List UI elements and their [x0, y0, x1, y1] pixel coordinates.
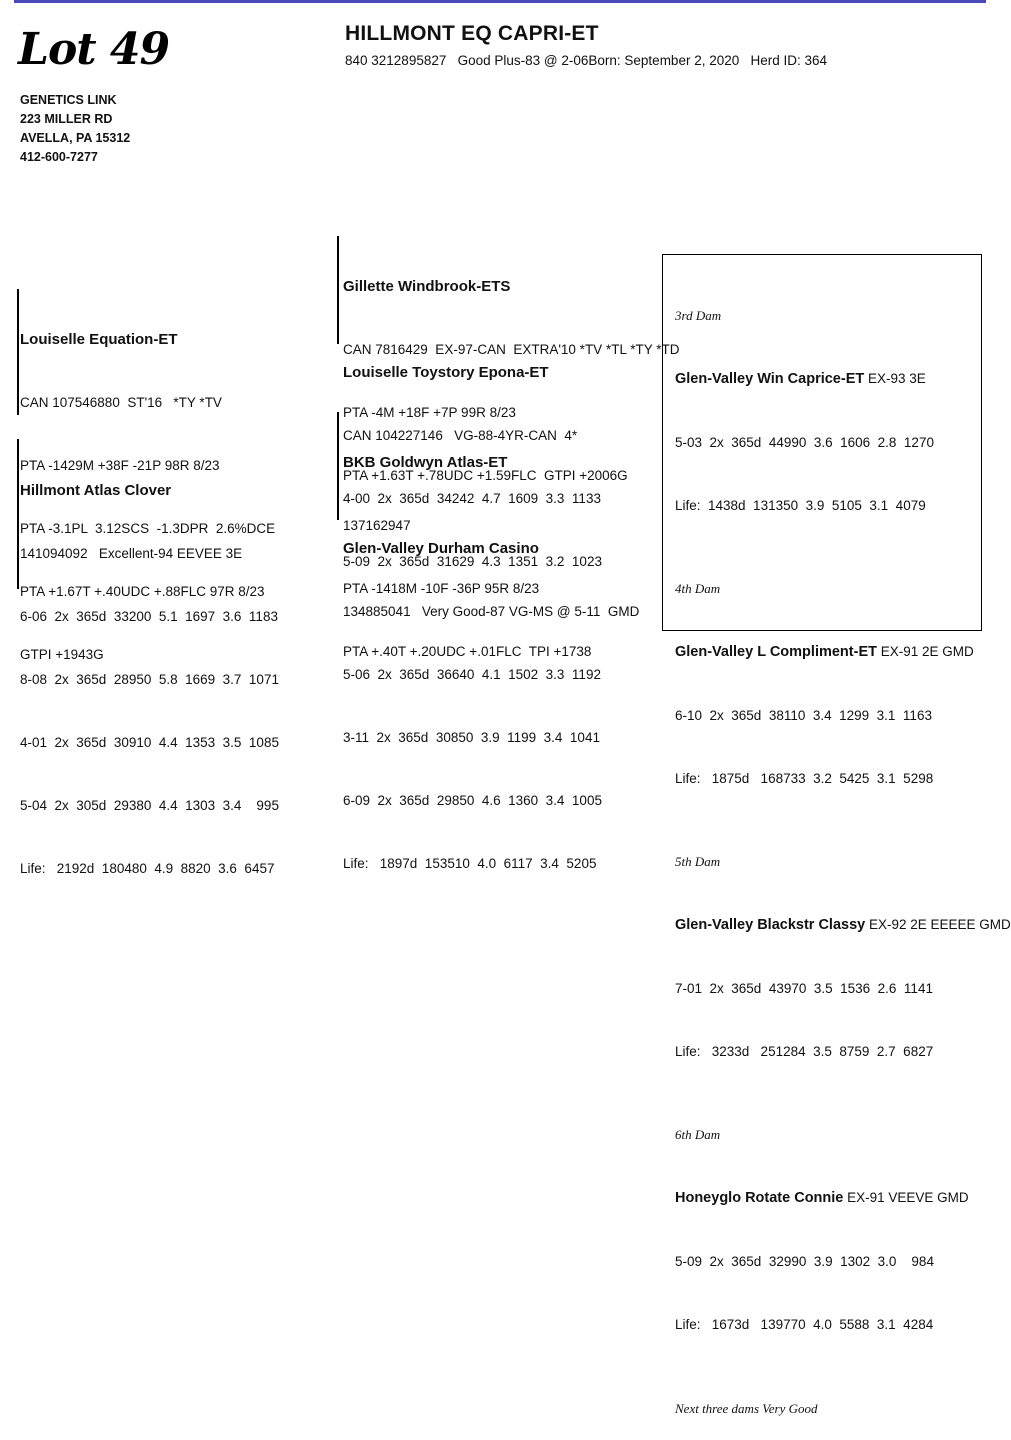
sire-line: CAN 107546880 ST'16 *TY *TV: [20, 395, 222, 410]
dam-generation-label: 5th Dam: [675, 854, 721, 869]
dam-sire-name: BKB Goldwyn Atlas-ET: [343, 454, 508, 471]
dam-line: 8-08 2x 365d 28950 5.8 1669 3.7 1071: [20, 672, 279, 687]
dam-line: 6-06 2x 365d 33200 5.1 1697 3.6 1183: [20, 609, 278, 624]
sire-line: PTA -3.1PL 3.12SCS -1.3DPR 2.6%DCE: [20, 521, 276, 536]
dam-dam-name: Glen-Valley Durham Casino: [343, 540, 539, 557]
dam-dam-line: Life: 1897d 153510 4.0 6117 3.4 5205: [343, 856, 597, 871]
consignor-name: GENETICS LINK: [20, 93, 117, 107]
dam-generation-name: [675, 1187, 981, 1209]
dam-sire-bracket: [337, 412, 339, 520]
dam-dam-line: 134885041 Very Good-87 VG-MS @ 5-11 GMD: [343, 604, 640, 619]
dam-name-text: Glen-Valley Blackstr Classy: [675, 917, 866, 933]
sire-line: PTA +1.67T +.40UDC +.88FLC 97R 8/23: [20, 584, 265, 599]
dam-dam-block: [343, 496, 639, 895]
dam-line: 4-01 2x 365d 30910 4.4 1353 3.5 1085: [20, 735, 279, 750]
dam-generation-name: [675, 368, 981, 390]
dam-record: Life: 3233d 251284 3.5 8759 2.7 6827: [675, 1044, 934, 1059]
dam-generation-label: 4th Dam: [675, 581, 721, 596]
sire-line: PTA -1429M +38F -21P 98R 8/23: [20, 458, 220, 473]
sire-bracket: [17, 289, 19, 415]
dam-sire-line: PTA -1418M -10F -36P 95R 8/23: [343, 581, 540, 596]
sire-dam-name: Louiselle Toystory Epona-ET: [343, 364, 549, 381]
dam-record: 6-10 2x 365d 38110 3.4 1299 3.1 1163: [675, 708, 932, 723]
dam-score: EX-93 3E: [868, 371, 926, 386]
dam-generation-label: 6th Dam: [675, 1127, 721, 1142]
sire-name: Louiselle Equation-ET: [20, 331, 178, 348]
lot-number: Lot 49: [18, 24, 170, 75]
dams-note: Next three dams Very Good: [675, 1401, 818, 1416]
dam-name-text: Glen-Valley Win Caprice-ET: [675, 371, 865, 387]
dam-line: 5-04 2x 305d 29380 4.4 1303 3.4 995: [20, 798, 279, 813]
animal-birth-line: Born: September 2, 2020 Herd ID: 364: [588, 53, 828, 68]
animal-info: [345, 51, 827, 71]
sire-sire-name: Gillette Windbrook-ETS: [343, 278, 511, 295]
dam-sire-line: 137162947: [343, 518, 411, 533]
sire-sire-line: PTA +1.63T +.78UDC +1.59FLC GTPI +2006G: [343, 468, 628, 483]
dam-line: Life: 2192d 180480 4.9 8820 3.6 6457: [20, 861, 275, 876]
sire-sire-line: CAN 7816429 EX-97-CAN EXTRA'10 *TV *TL *TY *TD: [343, 342, 680, 357]
dam-name: Hillmont Atlas Clover: [20, 482, 172, 499]
dam-generation-label: 3rd Dam: [675, 308, 722, 323]
sire-dam-line: CAN 104227146 VG-88-4YR-CAN 4*: [343, 428, 578, 443]
consignor-street: 223 MILLER RD: [20, 112, 113, 126]
sire-dam-line: 4-00 2x 365d 34242 4.7 1609 3.3 1133: [343, 491, 601, 506]
maternal-line-box: [662, 254, 1011, 1416]
sire-line: GTPI +1943G: [20, 647, 104, 662]
dam-score: EX-92 2E EEEEE GMD: [869, 917, 1011, 932]
dam-bracket: [17, 439, 19, 589]
sire-sire-line: PTA -4M +18F +7P 99R 8/23: [343, 405, 516, 420]
dam-line: 141094092 Excellent-94 EEVEE 3E: [20, 546, 243, 561]
top-rule: [14, 0, 986, 3]
dam-record: Life: 1673d 139770 4.0 5588 3.1 4284: [675, 1317, 934, 1332]
sire-sire-bracket: [337, 236, 339, 344]
dam-name-text: Honeyglo Rotate Connie: [675, 1190, 844, 1206]
animal-id-line: 840 3212895827 Good Plus-83 @ 2-06: [345, 53, 589, 68]
animal-name: HILLMONT EQ CAPRI-ET: [345, 22, 599, 45]
dam-name-text: Glen-Valley L Compliment-ET: [675, 644, 877, 660]
dam-generation-name: [675, 914, 1011, 936]
consignor-block: [20, 91, 130, 167]
dam-record: 5-09 2x 365d 32990 3.9 1302 3.0 984: [675, 1254, 934, 1269]
dam-dam-line: 5-06 2x 365d 36640 4.1 1502 3.3 1192: [343, 667, 601, 682]
dam-block: [20, 438, 279, 900]
sire-dam-line: 5-09 2x 365d 31629 4.3 1351 3.2 1023: [343, 554, 602, 569]
dam-record: Life: 1438d 131350 3.9 5105 3.1 4079: [675, 498, 926, 513]
dam-record: Life: 1875d 168733 3.2 5425 3.1 5298: [675, 771, 934, 786]
dam-dam-line: 6-09 2x 365d 29850 4.6 1360 3.4 1005: [343, 793, 602, 808]
dam-score: EX-91 VEEVE GMD: [847, 1190, 969, 1205]
dam-score: EX-91 2E GMD: [880, 644, 974, 659]
dam-dam-line: 3-11 2x 365d 30850 3.9 1199 3.4 1041: [343, 730, 600, 745]
dam-record: 7-01 2x 365d 43970 3.5 1536 2.6 1141: [675, 981, 933, 996]
consignor-city: AVELLA, PA 15312: [20, 131, 131, 145]
dam-record: 5-03 2x 365d 44990 3.6 1606 2.8 1270: [675, 435, 934, 450]
consignor-phone: 412-600-7277: [20, 150, 98, 164]
dam-sire-line: PTA +.40T +.20UDC +.01FLC TPI +1738: [343, 644, 592, 659]
dam-generation-name: [675, 641, 981, 663]
